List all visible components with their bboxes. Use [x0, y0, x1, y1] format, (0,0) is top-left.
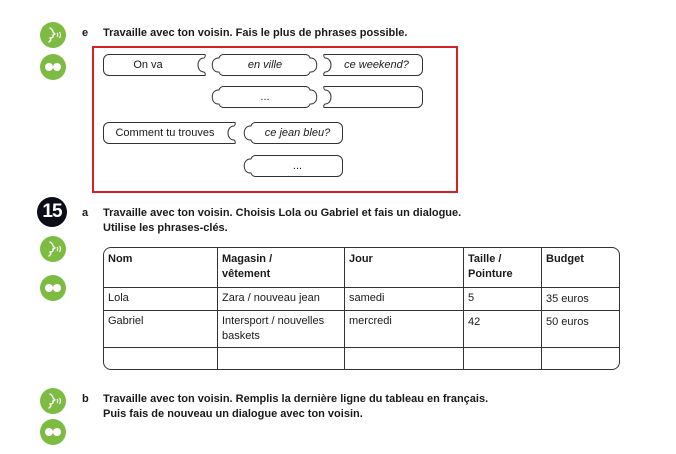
table-divider — [541, 248, 542, 369]
puzzle-piece-en-ville: en ville — [208, 54, 322, 76]
exercise-15b-instruction-line2: Puis fais de nouveau un dialogue avec ton voisin. — [103, 408, 363, 420]
puzzle-piece-ce-weekend: ce weekend? — [322, 54, 423, 76]
table-cell: 35 euros — [546, 293, 589, 305]
table-header-jour: Jour — [349, 253, 373, 265]
table-divider — [217, 248, 218, 369]
table-cell: mercredi — [349, 315, 392, 327]
table-divider — [344, 248, 345, 369]
speaking-icon — [40, 22, 66, 48]
pair-work-icon — [40, 54, 66, 80]
exercise-15a-letter: a — [82, 207, 89, 219]
pair-work-icon — [40, 419, 66, 445]
exercise-e-instruction: Travaille avec ton voisin. Fais le plus de phrases possible. — [103, 27, 408, 39]
table-header-magasin: Magasin / vêtement — [222, 253, 273, 280]
exercise-number-badge: 15 — [37, 197, 67, 227]
exercise-e-letter: e — [82, 27, 89, 39]
table-header-budget: Budget — [546, 253, 584, 265]
table-divider — [104, 287, 619, 288]
table-divider — [104, 347, 619, 348]
table-cell: Lola — [108, 292, 129, 304]
table-cell: Intersport / nouvelles baskets — [222, 315, 325, 342]
table-cell: Zara / nouveau jean — [222, 292, 320, 304]
exercise-15a-instruction-line2: Utilise les phrases-clés. — [103, 222, 228, 234]
puzzle-piece-blank-dots-2: ... — [240, 155, 343, 177]
exercise-15b-instruction-line1: Travaille avec ton voisin. Remplis la dernière ligne du tableau en français. — [103, 393, 489, 405]
table-cell: 50 euros — [546, 316, 589, 328]
table-cell: 5 — [468, 292, 475, 304]
speaking-icon — [40, 236, 66, 262]
puzzle-piece-comment-tu-trouves: Comment tu trouves — [103, 122, 239, 144]
puzzle-piece-ce-jean-bleu: ce jean bleu? — [240, 122, 343, 144]
puzzle-piece-blank-dots: ... — [208, 86, 322, 108]
puzzle-piece-empty — [322, 86, 423, 108]
exercise-15b-letter: b — [82, 393, 89, 405]
puzzle-piece-on-va: On va — [103, 54, 209, 76]
table-cell: 42 — [468, 316, 481, 328]
pair-work-icon — [40, 275, 66, 301]
table-cell: samedi — [349, 292, 385, 304]
speaking-icon — [40, 388, 66, 414]
table-header-taille: Taille / Pointure — [468, 253, 513, 280]
exercise-15a-instruction-line1: Travaille avec ton voisin. Choisis Lola ou Gabriel et fais un dialogue. — [103, 207, 462, 219]
table-header-nom: Nom — [108, 253, 133, 265]
table-divider — [463, 248, 464, 369]
table-divider — [104, 310, 619, 311]
table-cell: Gabriel — [108, 315, 144, 327]
